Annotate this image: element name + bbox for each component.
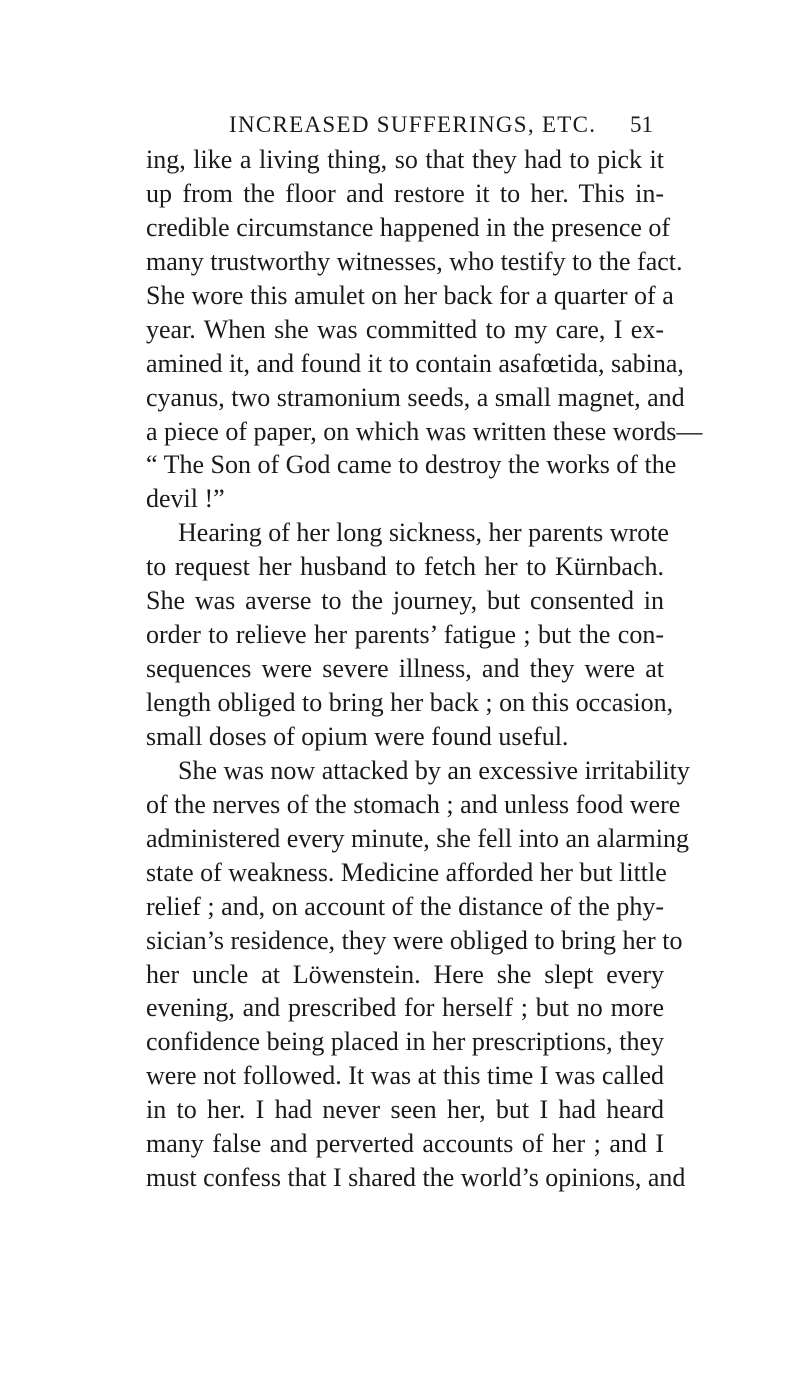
text-line: “ The Son of God came to destroy the works of the: [146, 450, 677, 480]
text-line: to request her husband to fetch her to Kürnbach.: [146, 552, 664, 582]
text-line: relief ; and, on account of the distance of the phy-: [146, 891, 664, 921]
text-line: were not followed. It was at this time I was called: [146, 1061, 664, 1091]
text-line: many trustworthy witnesses, who testify to the fact.: [146, 246, 683, 276]
text-line: ing, like a living thing, so that they had to pick it: [146, 145, 664, 174]
text-line: many false and perverted accounts of her ; and I: [146, 1129, 664, 1159]
text-line: evening, and prescribed for herself ; but no more: [146, 993, 664, 1023]
text-line: credible circumstance happened in the presence of: [146, 212, 671, 242]
text-line: must confess that I shared the world’s opinions, and: [146, 1163, 686, 1193]
text-line: Hearing of her long sickness, her parents wrote: [178, 518, 669, 548]
text-line: up from the floor and restore it to her. This in-: [146, 178, 664, 208]
text-line: her uncle at Löwenstein. Here she slept every: [146, 959, 664, 989]
page-number: 51: [630, 112, 653, 137]
text-line: amined it, and found it to contain asafœtida, sabina,: [146, 348, 684, 378]
text-line: state of weakness. Medicine afforded her but little: [146, 857, 667, 887]
text-line: She was averse to the journey, but consented in: [146, 586, 664, 616]
text-line: of the nerves of the stomach ; and unless food were: [146, 789, 681, 819]
text-line: length obliged to bring her back ; on this occasion,: [146, 688, 674, 717]
text-line: in to her. I had never seen her, but I had heard: [146, 1095, 664, 1125]
text-line: devil !”: [146, 484, 225, 514]
text-line: order to relieve her parents’ fatigue ; but the con-: [146, 620, 664, 650]
text-line: She wore this amulet on her back for a quarter of a: [146, 280, 674, 310]
text-line: sician’s residence, they were obliged to bring her to: [146, 925, 683, 955]
text-line: small doses of opium were found useful.: [146, 721, 569, 751]
body-text: [146, 143, 703, 1195]
text-line: year. When she was committed to my care, I ex-: [146, 314, 664, 344]
text-line: a piece of paper, on which was written these words—: [146, 416, 703, 446]
text-line: cyanus, two stramonium seeds, a small magnet, and: [146, 382, 685, 412]
text-line: confidence being placed in her prescriptions, they: [146, 1027, 664, 1057]
text-line: administered every minute, she fell into an alarming: [146, 823, 689, 853]
running-title: INCREASED SUFFERINGS, ETC.: [229, 112, 597, 137]
text-line: sequences were severe illness, and they were at: [146, 654, 664, 684]
text-line: She was now attacked by an excessive irritability: [178, 755, 690, 785]
